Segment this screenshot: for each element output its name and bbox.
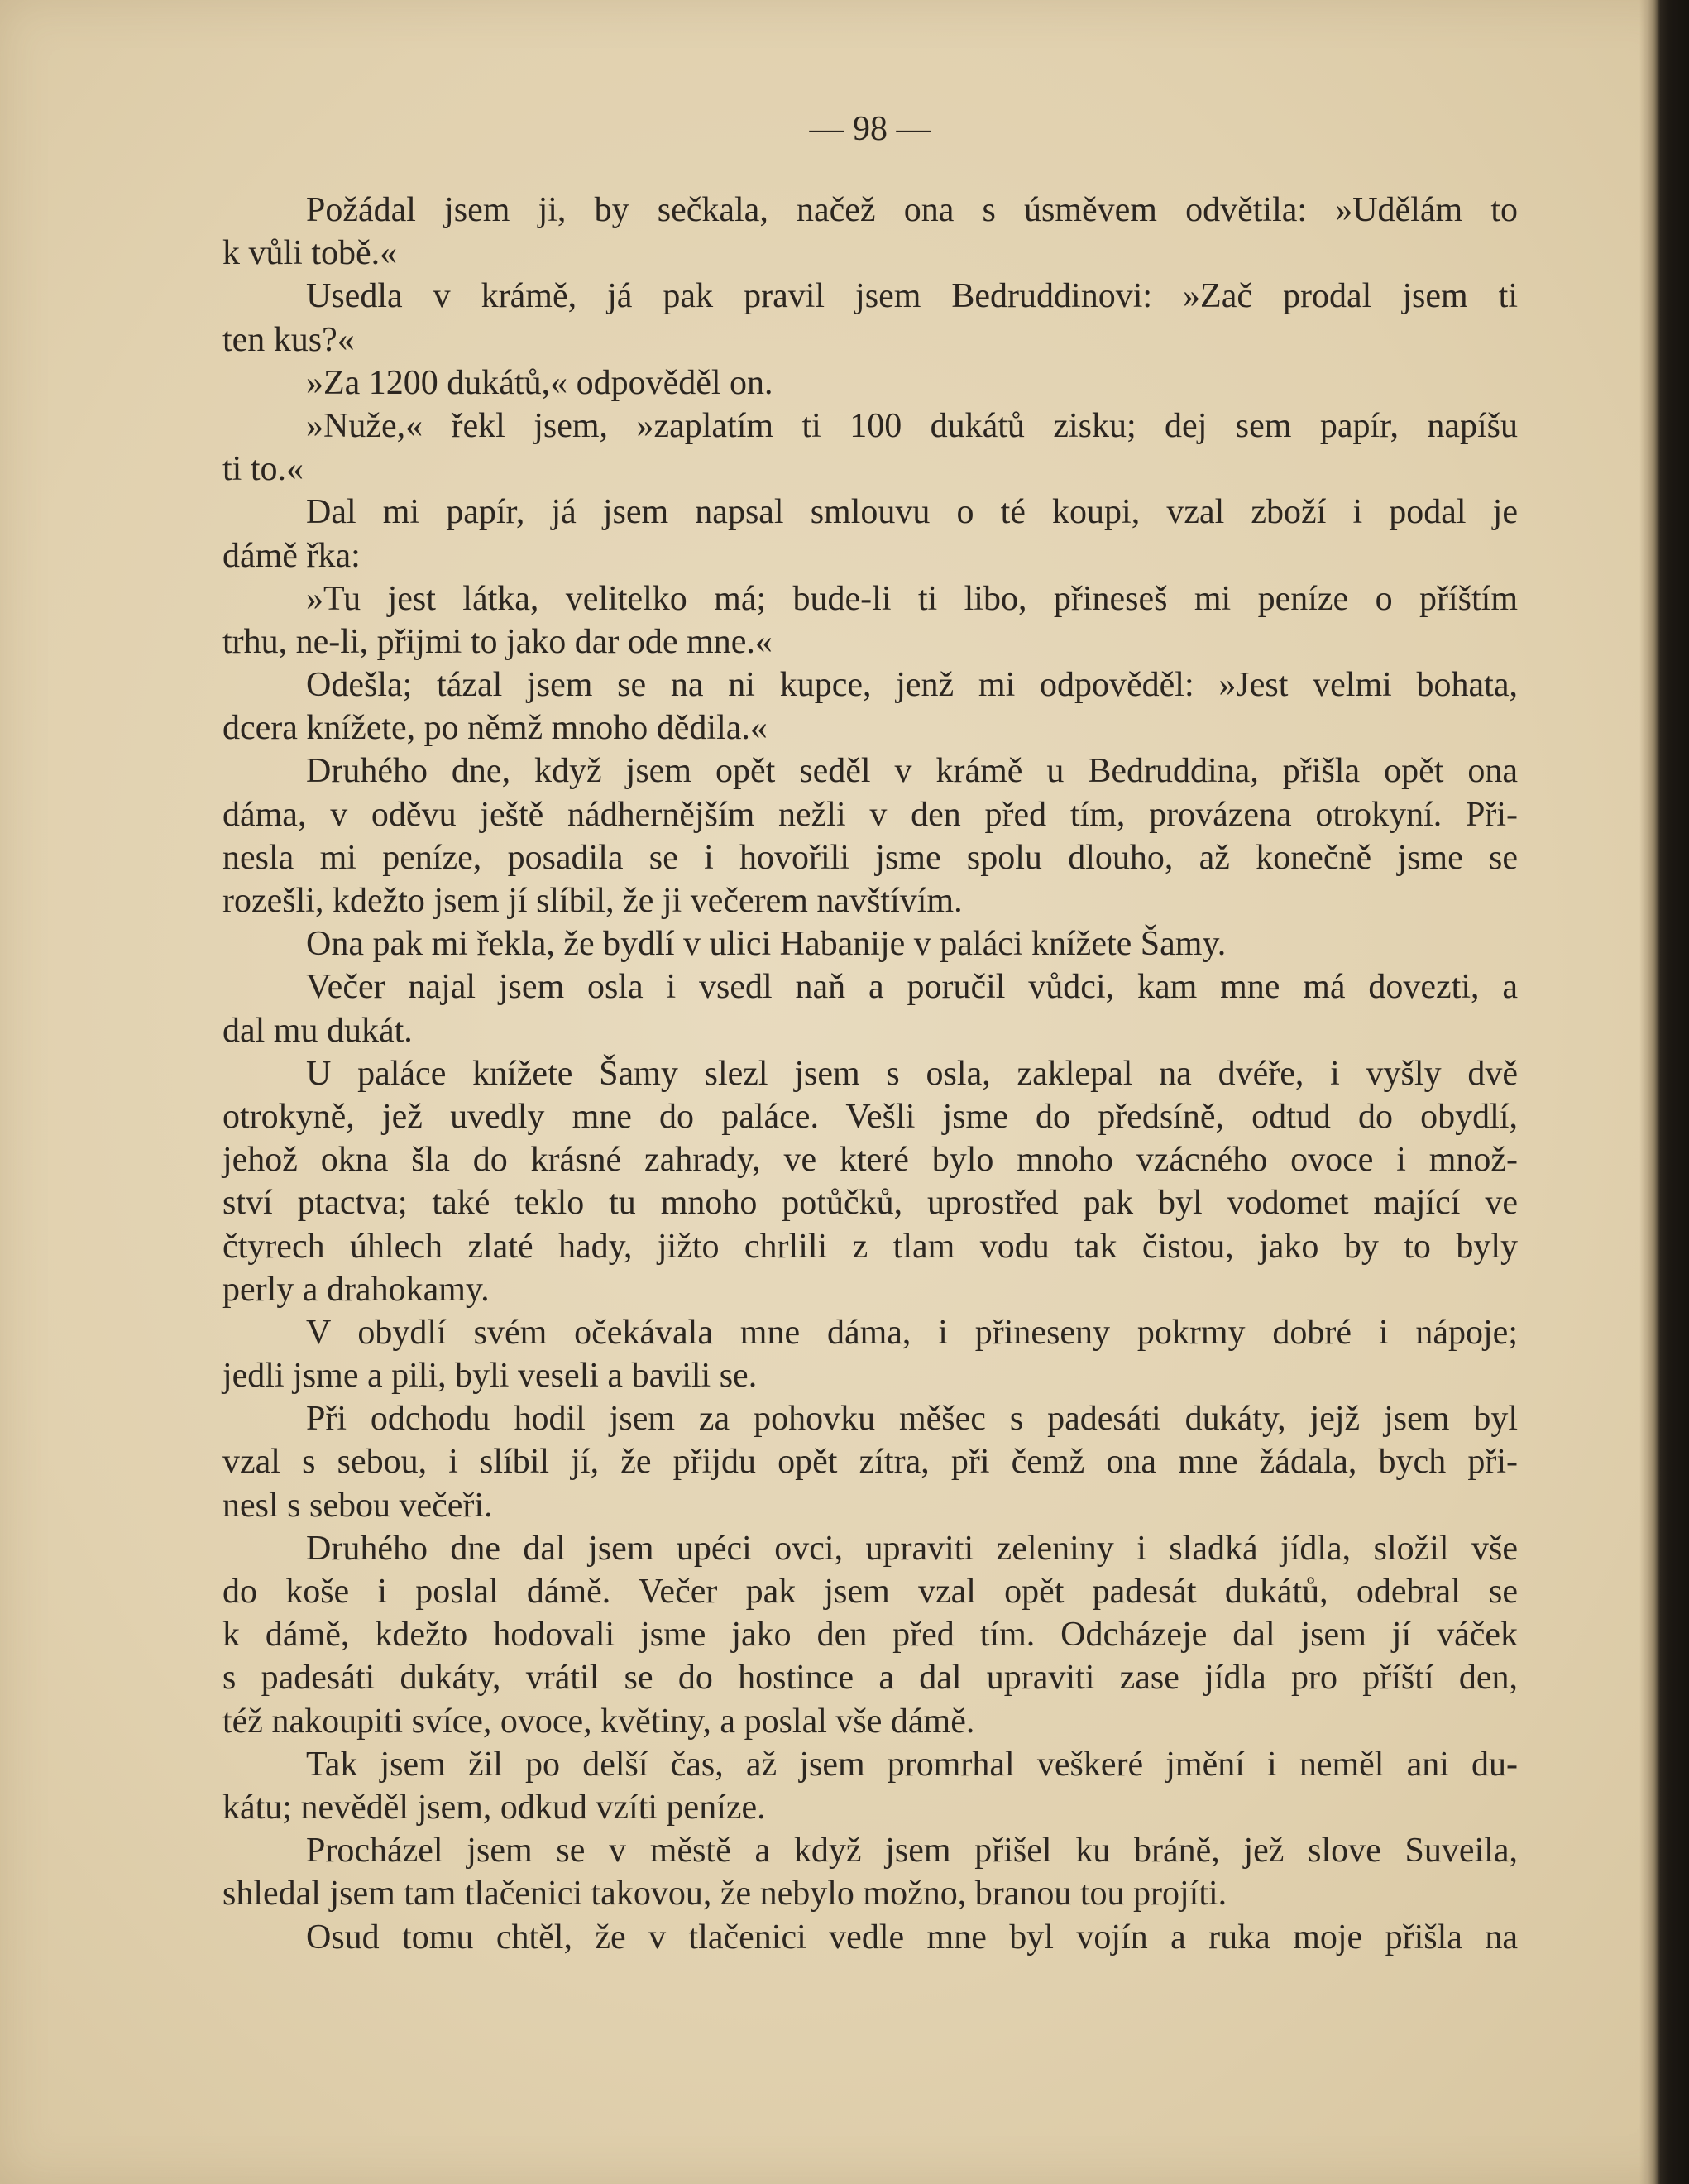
text-line: Při odchodu hodil jsem za pohovku měšec s padesáti dukáty, jejž jsem byl xyxy=(306,1400,1518,1439)
text-line: dámě řka: xyxy=(222,536,361,575)
text-line: Požádal jsem ji, by sečkala, načež ona s úsměvem odvětila: »Udělám to xyxy=(306,191,1518,229)
text-line: Dal mi papír, já jsem napsal smlouvu o té koupi, vzal zboží i podal je xyxy=(306,493,1518,532)
text-line: nesl s sebou večeři. xyxy=(222,1486,493,1525)
text-line: k dámě, kdežto hodovali jsme jako den před tím. Odcházeje dal jsem jí váček xyxy=(222,1616,1518,1655)
text-line: kátu; nevěděl jsem, odkud vzíti peníze. xyxy=(222,1788,766,1827)
paragraph xyxy=(222,1916,1518,1959)
text-line: nesla mi peníze, posadila se i hovořili jsme spolu dlouho, až konečně jsme se xyxy=(222,838,1518,877)
text-line: ství ptactva; také teklo tu mnoho potůčků, uprostřed pak byl vodomet mající ve xyxy=(222,1184,1518,1223)
paragraph xyxy=(222,405,1518,491)
text-line: jedli jsme a pili, byli veseli a bavili se. xyxy=(222,1357,758,1396)
text-line: též nakoupiti svíce, ovoce, květiny, a poslal vše dámě. xyxy=(222,1702,975,1741)
text-line: shledal jsem tam tlačenici takovou, že nebylo možno, branou tou projíti. xyxy=(222,1875,1227,1913)
text-line: ti to.« xyxy=(222,450,304,489)
page-edge-shadow xyxy=(1639,0,1689,2184)
text-line: Ona pak mi řekla, že bydlí v ulici Habanije v paláci knížete Šamy. xyxy=(306,925,1227,964)
text-line: »Tu jest látka, velitelko má; bude-li ti libo, přineseš mi peníze o příštím xyxy=(306,579,1518,618)
paragraph xyxy=(222,965,1518,1051)
text-line: U paláce knížete Šamy slezl jsem s osla, zaklepal na dvéře, i vyšly dvě xyxy=(306,1054,1518,1093)
text-line: Tak jsem žil po delší čas, až jsem promrhal veškeré jmění i neměl ani du- xyxy=(306,1745,1518,1784)
text-line: do koše i poslal dámě. Večer pak jsem vzal opět padesát dukátů, odebral se xyxy=(222,1573,1518,1611)
text-line: jehož okna šla do krásné zahrady, ve které bylo mnoho vzácného ovoce i množ- xyxy=(222,1141,1518,1180)
paragraph xyxy=(222,275,1518,361)
paragraph xyxy=(222,922,1518,965)
paragraph xyxy=(222,1397,1518,1527)
text-line: Procházel jsem se v městě a když jsem přišel ku bráně, jež slove Suveila, xyxy=(306,1832,1518,1870)
page-number: — 98 — xyxy=(809,110,931,148)
text-line: Druhého dne dal jsem upéci ovci, upraviti zeleniny i sladká jídla, složil vše xyxy=(306,1529,1518,1568)
text-line: dáma, v oděvu ještě nádhernějším nežli v den před tím, provázena otrokyní. Při- xyxy=(222,795,1518,834)
paragraph xyxy=(222,577,1518,663)
paragraph xyxy=(222,1527,1518,1743)
paragraph xyxy=(222,1311,1518,1397)
text-line: čtyrech úhlech zlaté hady, jižto chrlili z tlam vodu tak čistou, jako by to byly xyxy=(222,1227,1518,1266)
paragraph xyxy=(222,362,1518,405)
text-line: trhu, ne-li, přijmi to jako dar ode mne.« xyxy=(222,622,773,661)
text-line: dal mu dukát. xyxy=(222,1011,413,1050)
text-line: Osud tomu chtěl, že v tlačenici vedle mne byl vojín a ruka moje přišla na xyxy=(306,1918,1518,1956)
text-line: Odešla; tázal jsem se na ni kupce, jenž mi odpověděl: »Jest velmi bohata, xyxy=(306,666,1518,705)
paragraph xyxy=(222,1743,1518,1829)
paragraph xyxy=(222,189,1518,275)
paragraph xyxy=(222,750,1518,922)
text-line: k vůli tobě.« xyxy=(222,234,398,273)
paragraph xyxy=(222,1052,1518,1311)
paragraph xyxy=(222,491,1518,577)
text-block xyxy=(222,189,1518,1959)
text-line: s padesáti dukáty, vrátil se do hostince a dal upraviti zase jídla pro příští den, xyxy=(222,1659,1518,1698)
paragraph xyxy=(222,663,1518,750)
text-line: dcera knížete, po němž mnoho dědila.« xyxy=(222,709,768,748)
text-line: rozešli, kdežto jsem jí slíbil, že ji večerem navštívím. xyxy=(222,882,963,920)
text-line: V obydlí svém očekávala mne dáma, i přineseny pokrmy dobré i nápoje; xyxy=(306,1313,1518,1352)
text-line: »Nuže,« řekl jsem, »zaplatím ti 100 dukátů zisku; dej sem papír, napíšu xyxy=(306,406,1518,445)
text-line: perly a drahokamy. xyxy=(222,1270,490,1309)
text-line: ten kus?« xyxy=(222,320,355,359)
text-line: »Za 1200 dukátů,« odpověděl on. xyxy=(306,363,773,402)
text-line: vzal s sebou, i slíbil jí, že přijdu opět zítra, při čemž ona mne žádala, bych při- xyxy=(222,1443,1518,1482)
text-line: Večer najal jsem osla i vsedl naň a poručil vůdci, kam mne má dovezti, a xyxy=(306,968,1518,1007)
text-line: otrokyně, jež uvedly mne do paláce. Vešli jsme do předsíně, odtud do obydlí, xyxy=(222,1097,1518,1136)
text-line: Druhého dne, když jsem opět seděl v krámě u Bedruddina, přišla opět ona xyxy=(306,752,1518,791)
paragraph xyxy=(222,1829,1518,1915)
text-line: Usedla v krámě, já pak pravil jsem Bedruddinovi: »Zač prodal jsem ti xyxy=(306,277,1518,316)
